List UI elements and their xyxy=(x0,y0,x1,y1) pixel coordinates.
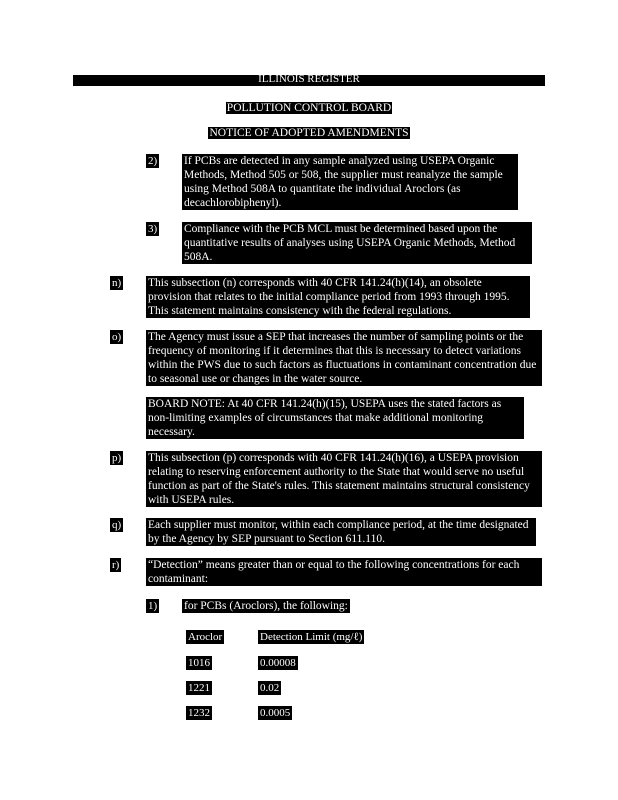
table-cell-aroclor: 1016 xyxy=(188,657,210,669)
table-header-detection-limit: Detection Limit (mg/ℓ) xyxy=(260,631,363,643)
item-o-label: o) xyxy=(112,331,122,343)
item-r1-label: 1) xyxy=(148,600,158,612)
notice-title: NOTICE OF ADOPTED AMENDMENTS xyxy=(209,127,409,139)
item-n-text: This subsection (n) corresponds with 40 CFR 141.24(h)(14), an obsolete provision that relates to the initial compliance period from 1993 through 1995. This statement maintains consistency with the federal regulations. xyxy=(146,276,530,318)
item-3-label: 3) xyxy=(148,223,158,235)
table-cell-limit: 0.02 xyxy=(260,682,280,694)
item-p-text: This subsection (p) corresponds with 40 CFR 141.24(h)(16), a USEPA provision relating to reserving enforcement authority to the State that would serve no useful function as part of the State's rules. This statement maintains structural consistency with USEPA rules. xyxy=(146,451,542,507)
board-title-line xyxy=(0,101,618,115)
item-r-label: r) xyxy=(112,559,120,571)
item-2-label: 2) xyxy=(148,155,158,167)
table-cell-limit: 0.0005 xyxy=(260,707,291,719)
table-cell-limit: 0.00008 xyxy=(260,657,296,669)
item-q-label: q) xyxy=(112,519,122,531)
register-title: ILLINOIS REGISTER xyxy=(258,73,360,85)
item-q-text: Each supplier must monitor, within each compliance period, at the time designated by the Agency by SEP pursuant to Section 611.110. xyxy=(146,518,536,546)
item-r-text: “Detection” means greater than or equal to the following concentrations for each contaminant: xyxy=(146,558,542,586)
table-cell-aroclor: 1221 xyxy=(188,682,210,694)
item-n-label: n) xyxy=(112,277,122,289)
board-note: BOARD NOTE: At 40 CFR 141.24(h)(15), USEPA uses the stated factors as non-limiting examples of circumstances that make additional monitoring necessary. xyxy=(146,397,524,439)
item-2-text: If PCBs are detected in any sample analyzed using USEPA Organic Methods, Method 505 or 508, the supplier must reanalyze the sample using Method 508A to quantitate the individual Aroclors (as decachlorobiphenyl). xyxy=(182,154,518,210)
table-header-aroclor: Aroclor xyxy=(188,631,223,643)
notice-title-line xyxy=(0,126,618,140)
item-o-text: The Agency must issue a SEP that increases the number of sampling points or the frequency of monitoring if it determines that this is necessary to detect variations within the PWS due to such factors as fluctuations in contaminant concentration due to seasonal use or changes in the water source. xyxy=(146,330,542,386)
item-r1-text: for PCBs (Aroclors), the following: xyxy=(184,600,348,612)
item-3-text: Compliance with the PCB MCL must be determined based upon the quantitative results of analyses using USEPA Organic Methods, Method 508A. xyxy=(182,222,532,264)
item-p-label: p) xyxy=(112,452,122,464)
board-title: POLLUTION CONTROL BOARD xyxy=(226,102,392,114)
table-cell-aroclor: 1232 xyxy=(188,707,210,719)
